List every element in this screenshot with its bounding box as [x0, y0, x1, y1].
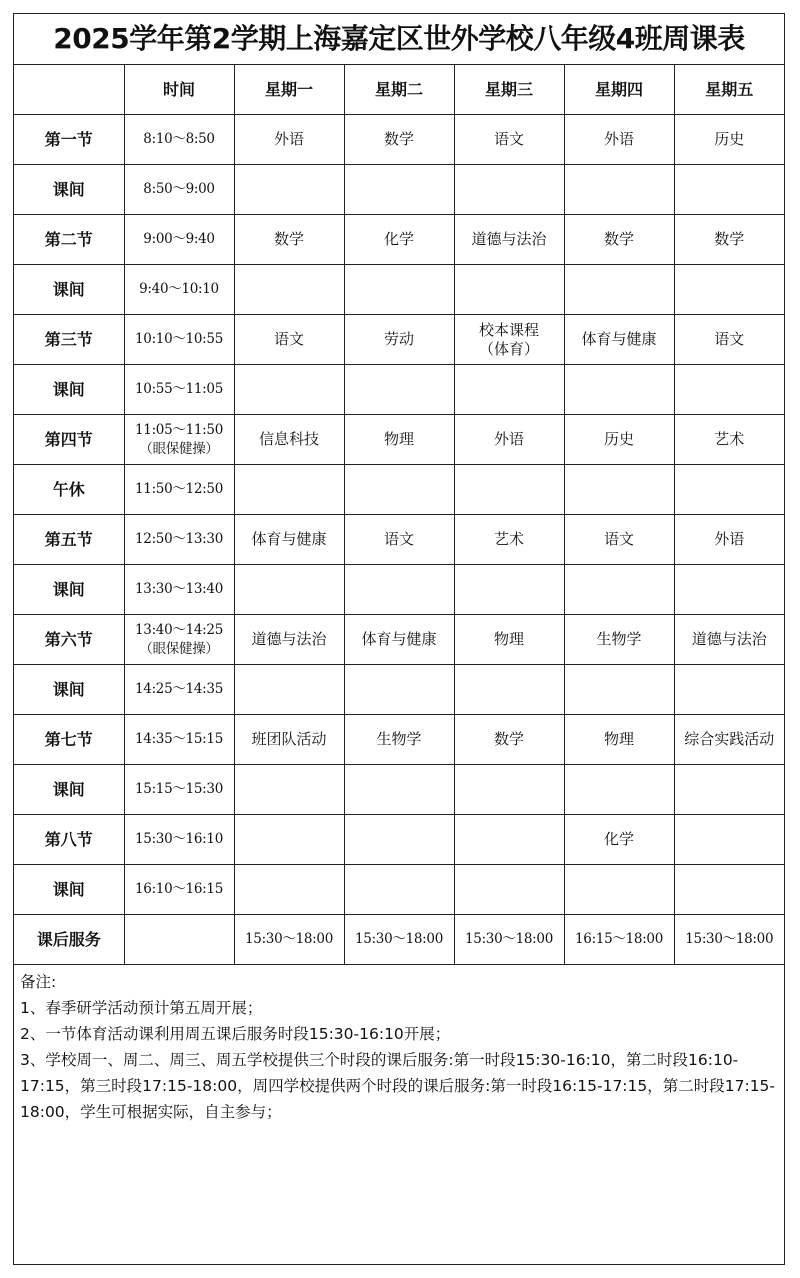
- after-school-label: 课后服务: [14, 915, 124, 965]
- note-line: 2、一节体育活动课利用周五课后服务时段15:30-16:10开展；: [20, 1025, 451, 1043]
- subject-cell: [454, 665, 564, 715]
- subject-cell: [454, 415, 564, 465]
- period-label: 第五节: [14, 515, 124, 565]
- subject-text: 数学: [273, 230, 304, 248]
- notes-heading: 备注:: [20, 973, 57, 991]
- subject-cell: [344, 315, 454, 365]
- subject-cell: [344, 115, 454, 165]
- subject-cell: [674, 615, 784, 665]
- subject-cell: [674, 815, 784, 865]
- timetable-sheet: [13, 13, 785, 1265]
- subject-cell: [234, 815, 344, 865]
- subject-cell: [674, 115, 784, 165]
- table-row: [14, 515, 784, 565]
- subject-text: 化学: [603, 830, 634, 848]
- time-cell: [124, 115, 234, 165]
- period-label: 课间: [14, 265, 124, 315]
- time-text: 13:40～14:25: [134, 621, 223, 638]
- subject-text: 历史: [714, 130, 745, 148]
- table-row: [14, 465, 784, 515]
- subject-cell: [234, 215, 344, 265]
- period-label: 第七节: [14, 715, 124, 765]
- subject-text: 物理: [603, 730, 634, 748]
- after-school-slot: 15:30～18:00: [454, 915, 564, 965]
- subject-text: 数学: [603, 230, 634, 248]
- subject-cell: [674, 265, 784, 315]
- subject-text: 外语: [273, 130, 304, 148]
- subject-text: 道德与法治: [251, 630, 327, 648]
- period-label: 第一节: [14, 115, 124, 165]
- subject-text: 数学: [493, 730, 524, 748]
- time-text: 11:50～12:50: [134, 481, 223, 497]
- period-label: 第二节: [14, 215, 124, 265]
- subject-cell: [674, 165, 784, 215]
- subject-text: 班团队活动: [251, 730, 327, 748]
- header-blank-cell: [14, 65, 124, 115]
- subject-cell: [674, 565, 784, 615]
- period-label: 课间: [14, 165, 124, 215]
- subject-cell: [344, 365, 454, 415]
- table-row: [14, 665, 784, 715]
- subject-cell: [674, 715, 784, 765]
- time-text: 16:10～16:15: [134, 881, 223, 897]
- subject-text: 外语: [603, 130, 634, 148]
- subject-cell: [234, 415, 344, 465]
- subject-text: 校本课程: [478, 320, 539, 339]
- subject-cell: [564, 465, 674, 515]
- subject-text: 综合实践活动: [684, 730, 775, 748]
- subject-cell: [564, 565, 674, 615]
- time-text: 12:50～13:30: [134, 531, 223, 547]
- subject-text: 体育与健康: [251, 530, 327, 548]
- time-cell: [124, 815, 234, 865]
- period-label: 第四节: [14, 415, 124, 465]
- table-row: [14, 265, 784, 315]
- subject-text: 道德与法治: [691, 630, 767, 648]
- subject-cell: [674, 465, 784, 515]
- subject-cell: [454, 215, 564, 265]
- note-line: 1、春季研学活动预计第五周开展；: [20, 999, 263, 1017]
- subject-text: 生物学: [376, 730, 422, 748]
- time-text: 9:00～9:40: [143, 231, 215, 247]
- table-row: [14, 115, 784, 165]
- table-row: [14, 565, 784, 615]
- subject-cell: [454, 115, 564, 165]
- subject-cell: [344, 265, 454, 315]
- subject-cell: [234, 665, 344, 715]
- time-text: 8:50～9:00: [143, 181, 215, 197]
- page-title: 2025学年第2学期上海嘉定区世外学校八年级4班周课表: [14, 14, 784, 65]
- time-cell: [124, 665, 234, 715]
- subject-cell: [344, 465, 454, 515]
- subject-cell: [564, 715, 674, 765]
- subject-cell: [234, 315, 344, 365]
- table-row: [14, 165, 784, 215]
- time-text: （眼保健操）: [139, 440, 219, 457]
- subject-cell: [674, 415, 784, 465]
- time-text: 10:55～11:05: [134, 381, 223, 397]
- subject-cell: [564, 615, 674, 665]
- table-row: [14, 415, 784, 465]
- subject-text: 道德与法治: [471, 230, 547, 248]
- period-label: 课间: [14, 665, 124, 715]
- time-cell: [124, 215, 234, 265]
- subject-cell: [674, 215, 784, 265]
- subject-cell: [564, 265, 674, 315]
- subject-cell: [454, 615, 564, 665]
- subject-text: 生物学: [596, 630, 642, 648]
- note-line: 3、学校周一、周二、周三、周五学校提供三个时段的课后服务:第一时段15:30-16:10，第二时段16:10-17:15，第三时段17:15-18:00，周四学校提供两个时段的课后服务:第一时段16:15-17:15，第二时段17:15-18:00，学生可根据实际，自主参与；: [20, 1051, 776, 1121]
- subject-cell: [344, 515, 454, 565]
- table-row: [14, 315, 784, 365]
- subject-text: 化学: [383, 230, 414, 248]
- after-school-row: [14, 915, 784, 965]
- subject-cell: [344, 815, 454, 865]
- subject-cell: [234, 365, 344, 415]
- period-label: 课间: [14, 765, 124, 815]
- subject-cell: [454, 865, 564, 915]
- subject-text: 语文: [493, 130, 524, 148]
- subject-cell: [344, 615, 454, 665]
- subject-text: 艺术: [714, 430, 745, 448]
- subject-cell: [344, 565, 454, 615]
- time-text: 14:35～15:15: [134, 731, 223, 747]
- subject-text: 劳动: [383, 330, 414, 348]
- period-label: 第三节: [14, 315, 124, 365]
- table-row: [14, 815, 784, 865]
- subject-cell: [344, 715, 454, 765]
- time-text: 9:40～10:10: [139, 281, 219, 297]
- subject-text: 物理: [493, 630, 524, 648]
- header-day: 星期一: [234, 65, 344, 115]
- subject-cell: [234, 515, 344, 565]
- time-text: 10:10～10:55: [134, 331, 223, 347]
- subject-cell: [564, 215, 674, 265]
- time-text: 13:30～13:40: [134, 581, 223, 597]
- after-school-slot: 16:15～18:00: [564, 915, 674, 965]
- subject-cell: [674, 515, 784, 565]
- subject-text: 语文: [273, 330, 304, 348]
- subject-cell: [564, 165, 674, 215]
- subject-cell: [674, 865, 784, 915]
- time-cell: [124, 565, 234, 615]
- subject-cell: [674, 315, 784, 365]
- subject-text: 物理: [383, 430, 414, 448]
- header-time: 时间: [124, 65, 234, 115]
- subject-cell: [564, 415, 674, 465]
- subject-text: 语文: [603, 530, 634, 548]
- time-cell: [124, 715, 234, 765]
- subject-cell: [564, 115, 674, 165]
- subject-cell: [234, 615, 344, 665]
- table-row: [14, 715, 784, 765]
- time-cell: [124, 765, 234, 815]
- header-day: 星期二: [344, 65, 454, 115]
- subject-text: 艺术: [493, 530, 524, 548]
- notes-section: [14, 965, 784, 1125]
- time-cell: [124, 165, 234, 215]
- time-cell: [124, 265, 234, 315]
- table-row: [14, 365, 784, 415]
- subject-cell: [234, 265, 344, 315]
- subject-cell: [344, 165, 454, 215]
- subject-text: 体育与健康: [581, 330, 657, 348]
- subject-text: 历史: [603, 430, 634, 448]
- subject-cell: [344, 415, 454, 465]
- subject-cell: [454, 365, 564, 415]
- header-day: 星期四: [564, 65, 674, 115]
- subject-cell: [454, 765, 564, 815]
- table-row: [14, 215, 784, 265]
- subject-cell: [454, 715, 564, 765]
- subject-text: 外语: [493, 430, 524, 448]
- time-text: 14:25～14:35: [134, 681, 223, 697]
- time-cell: [124, 415, 234, 465]
- subject-text: 体育与健康: [361, 630, 437, 648]
- subject-cell: [234, 865, 344, 915]
- subject-cell: [234, 715, 344, 765]
- subject-cell: [344, 215, 454, 265]
- time-text: （眼保健操）: [139, 640, 219, 657]
- time-cell: [124, 615, 234, 665]
- timetable: [14, 65, 784, 965]
- subject-cell: [454, 815, 564, 865]
- time-text: 8:10～8:50: [143, 131, 215, 147]
- subject-text: 数学: [383, 130, 414, 148]
- subject-cell: [454, 515, 564, 565]
- period-label: 第六节: [14, 615, 124, 665]
- subject-text: 数学: [714, 230, 745, 248]
- subject-cell: [564, 765, 674, 815]
- time-cell: [124, 515, 234, 565]
- subject-text: 外语: [714, 530, 745, 548]
- period-label: 课间: [14, 865, 124, 915]
- subject-cell: [454, 465, 564, 515]
- table-row: [14, 765, 784, 815]
- after-school-slot: 15:30～18:00: [344, 915, 454, 965]
- subject-cell: [234, 765, 344, 815]
- header-day: 星期五: [674, 65, 784, 115]
- subject-cell: [674, 665, 784, 715]
- period-label: 课间: [14, 365, 124, 415]
- after-school-slot: 15:30～18:00: [674, 915, 784, 965]
- subject-cell: [454, 265, 564, 315]
- subject-text: 语文: [714, 330, 745, 348]
- subject-cell: [454, 165, 564, 215]
- after-school-time: [124, 915, 234, 965]
- subject-cell: [454, 565, 564, 615]
- subject-text: 语文: [383, 530, 414, 548]
- period-label: 午休: [14, 465, 124, 515]
- subject-cell: [234, 565, 344, 615]
- header-day: 星期三: [454, 65, 564, 115]
- after-school-slot: 15:30～18:00: [234, 915, 344, 965]
- subject-cell: [344, 765, 454, 815]
- subject-cell: [454, 315, 564, 365]
- subject-cell: [344, 665, 454, 715]
- time-cell: [124, 465, 234, 515]
- period-label: 课间: [14, 565, 124, 615]
- time-text: 11:05～11:50: [134, 421, 223, 438]
- table-row: [14, 865, 784, 915]
- time-text: 15:30～16:10: [134, 831, 223, 847]
- subject-cell: [234, 115, 344, 165]
- subject-text: 信息科技: [258, 430, 319, 448]
- time-text: 15:15～15:30: [134, 781, 223, 797]
- subject-cell: [564, 315, 674, 365]
- time-cell: [124, 365, 234, 415]
- subject-cell: [234, 165, 344, 215]
- header-row: [14, 65, 784, 115]
- subject-cell: [674, 765, 784, 815]
- subject-cell: [564, 815, 674, 865]
- time-cell: [124, 865, 234, 915]
- subject-text: （体育）: [478, 339, 539, 358]
- subject-cell: [674, 365, 784, 415]
- subject-cell: [564, 365, 674, 415]
- table-row: [14, 615, 784, 665]
- subject-cell: [564, 865, 674, 915]
- subject-cell: [344, 865, 454, 915]
- subject-cell: [564, 515, 674, 565]
- subject-cell: [564, 665, 674, 715]
- period-label: 第八节: [14, 815, 124, 865]
- time-cell: [124, 315, 234, 365]
- subject-cell: [234, 465, 344, 515]
